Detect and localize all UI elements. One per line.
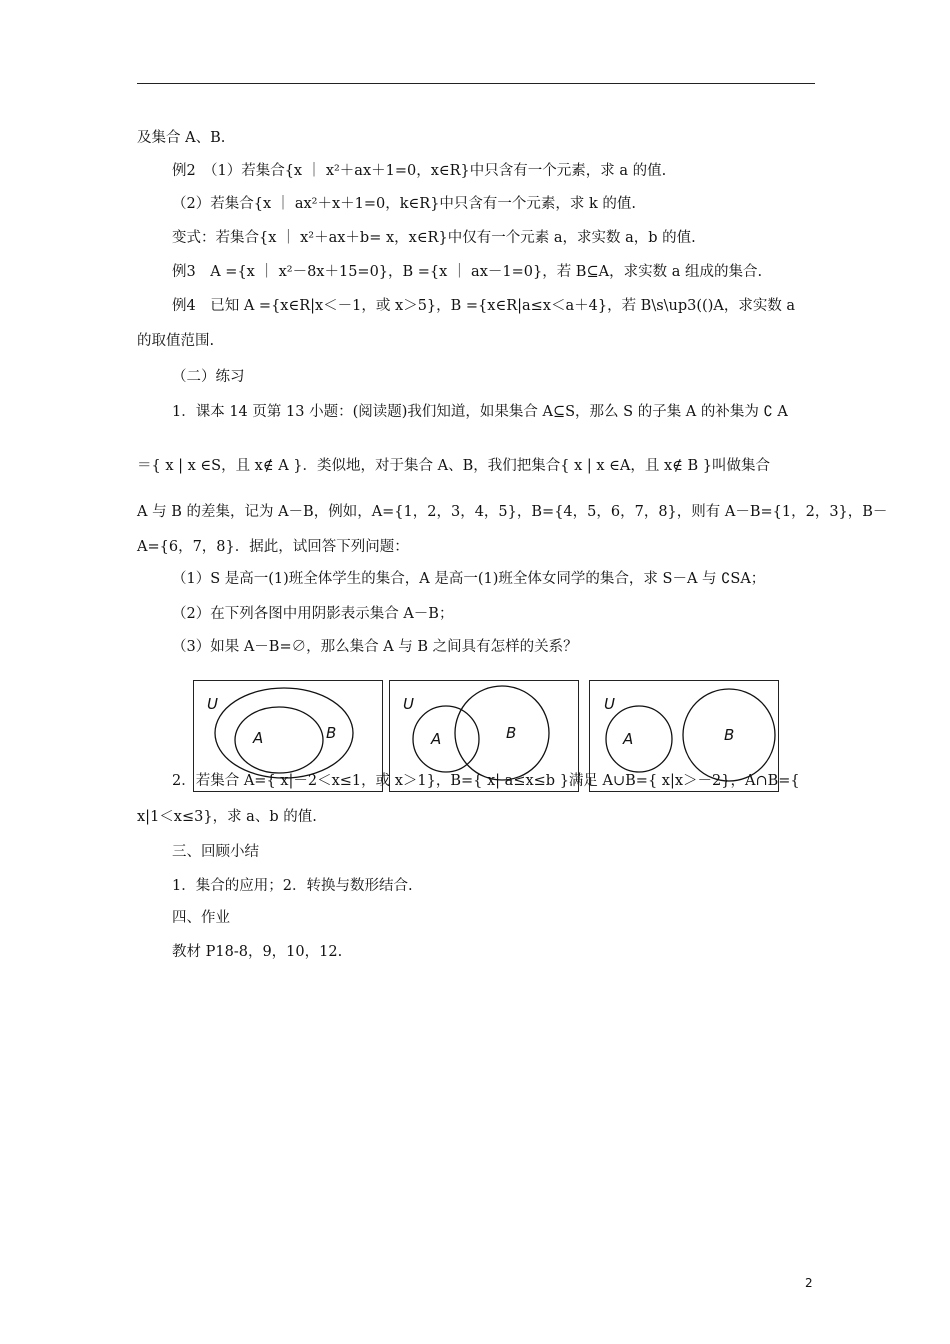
question-1: （1）S 是高一(1)班全体学生的集合，A 是高一(1)班全体女同学的集合，求 S－A 与 ∁SA； xyxy=(172,571,766,587)
label-a: A xyxy=(623,730,634,748)
ellipse-a xyxy=(235,707,323,773)
section-summary: 三、回顾小结 xyxy=(172,844,259,860)
practice-1-cont-3: A={6，7，8}．据此，试回答下列问题： xyxy=(137,539,409,555)
label-b: B xyxy=(326,724,337,742)
label-b: B xyxy=(724,726,735,744)
label-u: U xyxy=(207,695,218,713)
practice-1-cont-1: ＝{ x | x ∈S，且 x∉ A }．类似地，对于集合 A、B，我们把集合{ x | x ∈A，且 x∉ B }叫做集合 xyxy=(137,458,770,474)
circle-b xyxy=(455,686,549,780)
homework-content: 教材 P18-8，9，10，12. xyxy=(172,944,343,960)
practice-1-cont-2: A 与 B 的差集，记为 A－B，例如，A={1，2，3，4，5}，B={4，5，6，7，8}，则有 A－B={1，2，3}，B－ xyxy=(137,504,888,520)
label-a: A xyxy=(253,729,264,747)
section-homework: 四、作业 xyxy=(172,910,230,926)
text-line-1: 及集合 A、B. xyxy=(137,130,226,146)
variant-question: 变式：若集合{x ｜ x²＋ax＋b= x，x∈R}中仅有一个元素 a，求实数 a，b 的值. xyxy=(172,230,696,246)
section-practice: （二）练习 xyxy=(172,369,245,385)
example-2-part-2: （2）若集合{x ｜ ax²＋x＋1=0，k∈R}中只含有一个元素，求 k 的值. xyxy=(172,196,637,212)
label-b: B xyxy=(506,724,517,742)
example-3: 例3 A ={x ｜ x²－8x＋15=0}，B ={x ｜ ax－1=0}，若 B⊆A，求实数 a 组成的集合. xyxy=(172,264,763,280)
example-2-part-1: 例2 （1）若集合{x ｜ x²＋ax＋1=0，x∈R}中只含有一个元素，求 a 的值. xyxy=(172,163,667,179)
practice-2-cont: x|1＜x≤3}，求 a、b 的值. xyxy=(137,809,317,825)
circle-a xyxy=(413,706,479,772)
header-rule xyxy=(137,83,815,84)
label-a: A xyxy=(431,730,442,748)
label-u: U xyxy=(604,695,615,713)
example-4: 例4 已知 A ={x∈R|x＜－1，或 x＞5}，B ={x∈R|a≤x＜a＋4}，若 B\s\up3(()A，求实数 a xyxy=(172,298,796,314)
practice-1: 1．课本 14 页第 13 小题：(阅读题)我们知道，如果集合 A⊆S，那么 S 的子集 A 的补集为 ∁ A xyxy=(172,404,788,420)
example-4-cont: 的取值范围. xyxy=(137,333,215,349)
label-u: U xyxy=(403,695,414,713)
practice-2: 2．若集合 A={ x|－2＜x≤1，或 x＞1}，B={ x| a≤x≤b }满足 A∪B={ x|x＞－2}，A∩B={ xyxy=(172,773,800,789)
question-2: （2）在下列各图中用阴影表示集合 A－B； xyxy=(172,606,454,622)
circle-a xyxy=(606,706,672,772)
question-3: （3）如果 A－B=∅，那么集合 A 与 B 之间具有怎样的关系？ xyxy=(172,639,578,655)
summary-content: 1．集合的应用；2．转换与数形结合. xyxy=(172,878,413,894)
page-number: 2 xyxy=(805,1276,813,1290)
